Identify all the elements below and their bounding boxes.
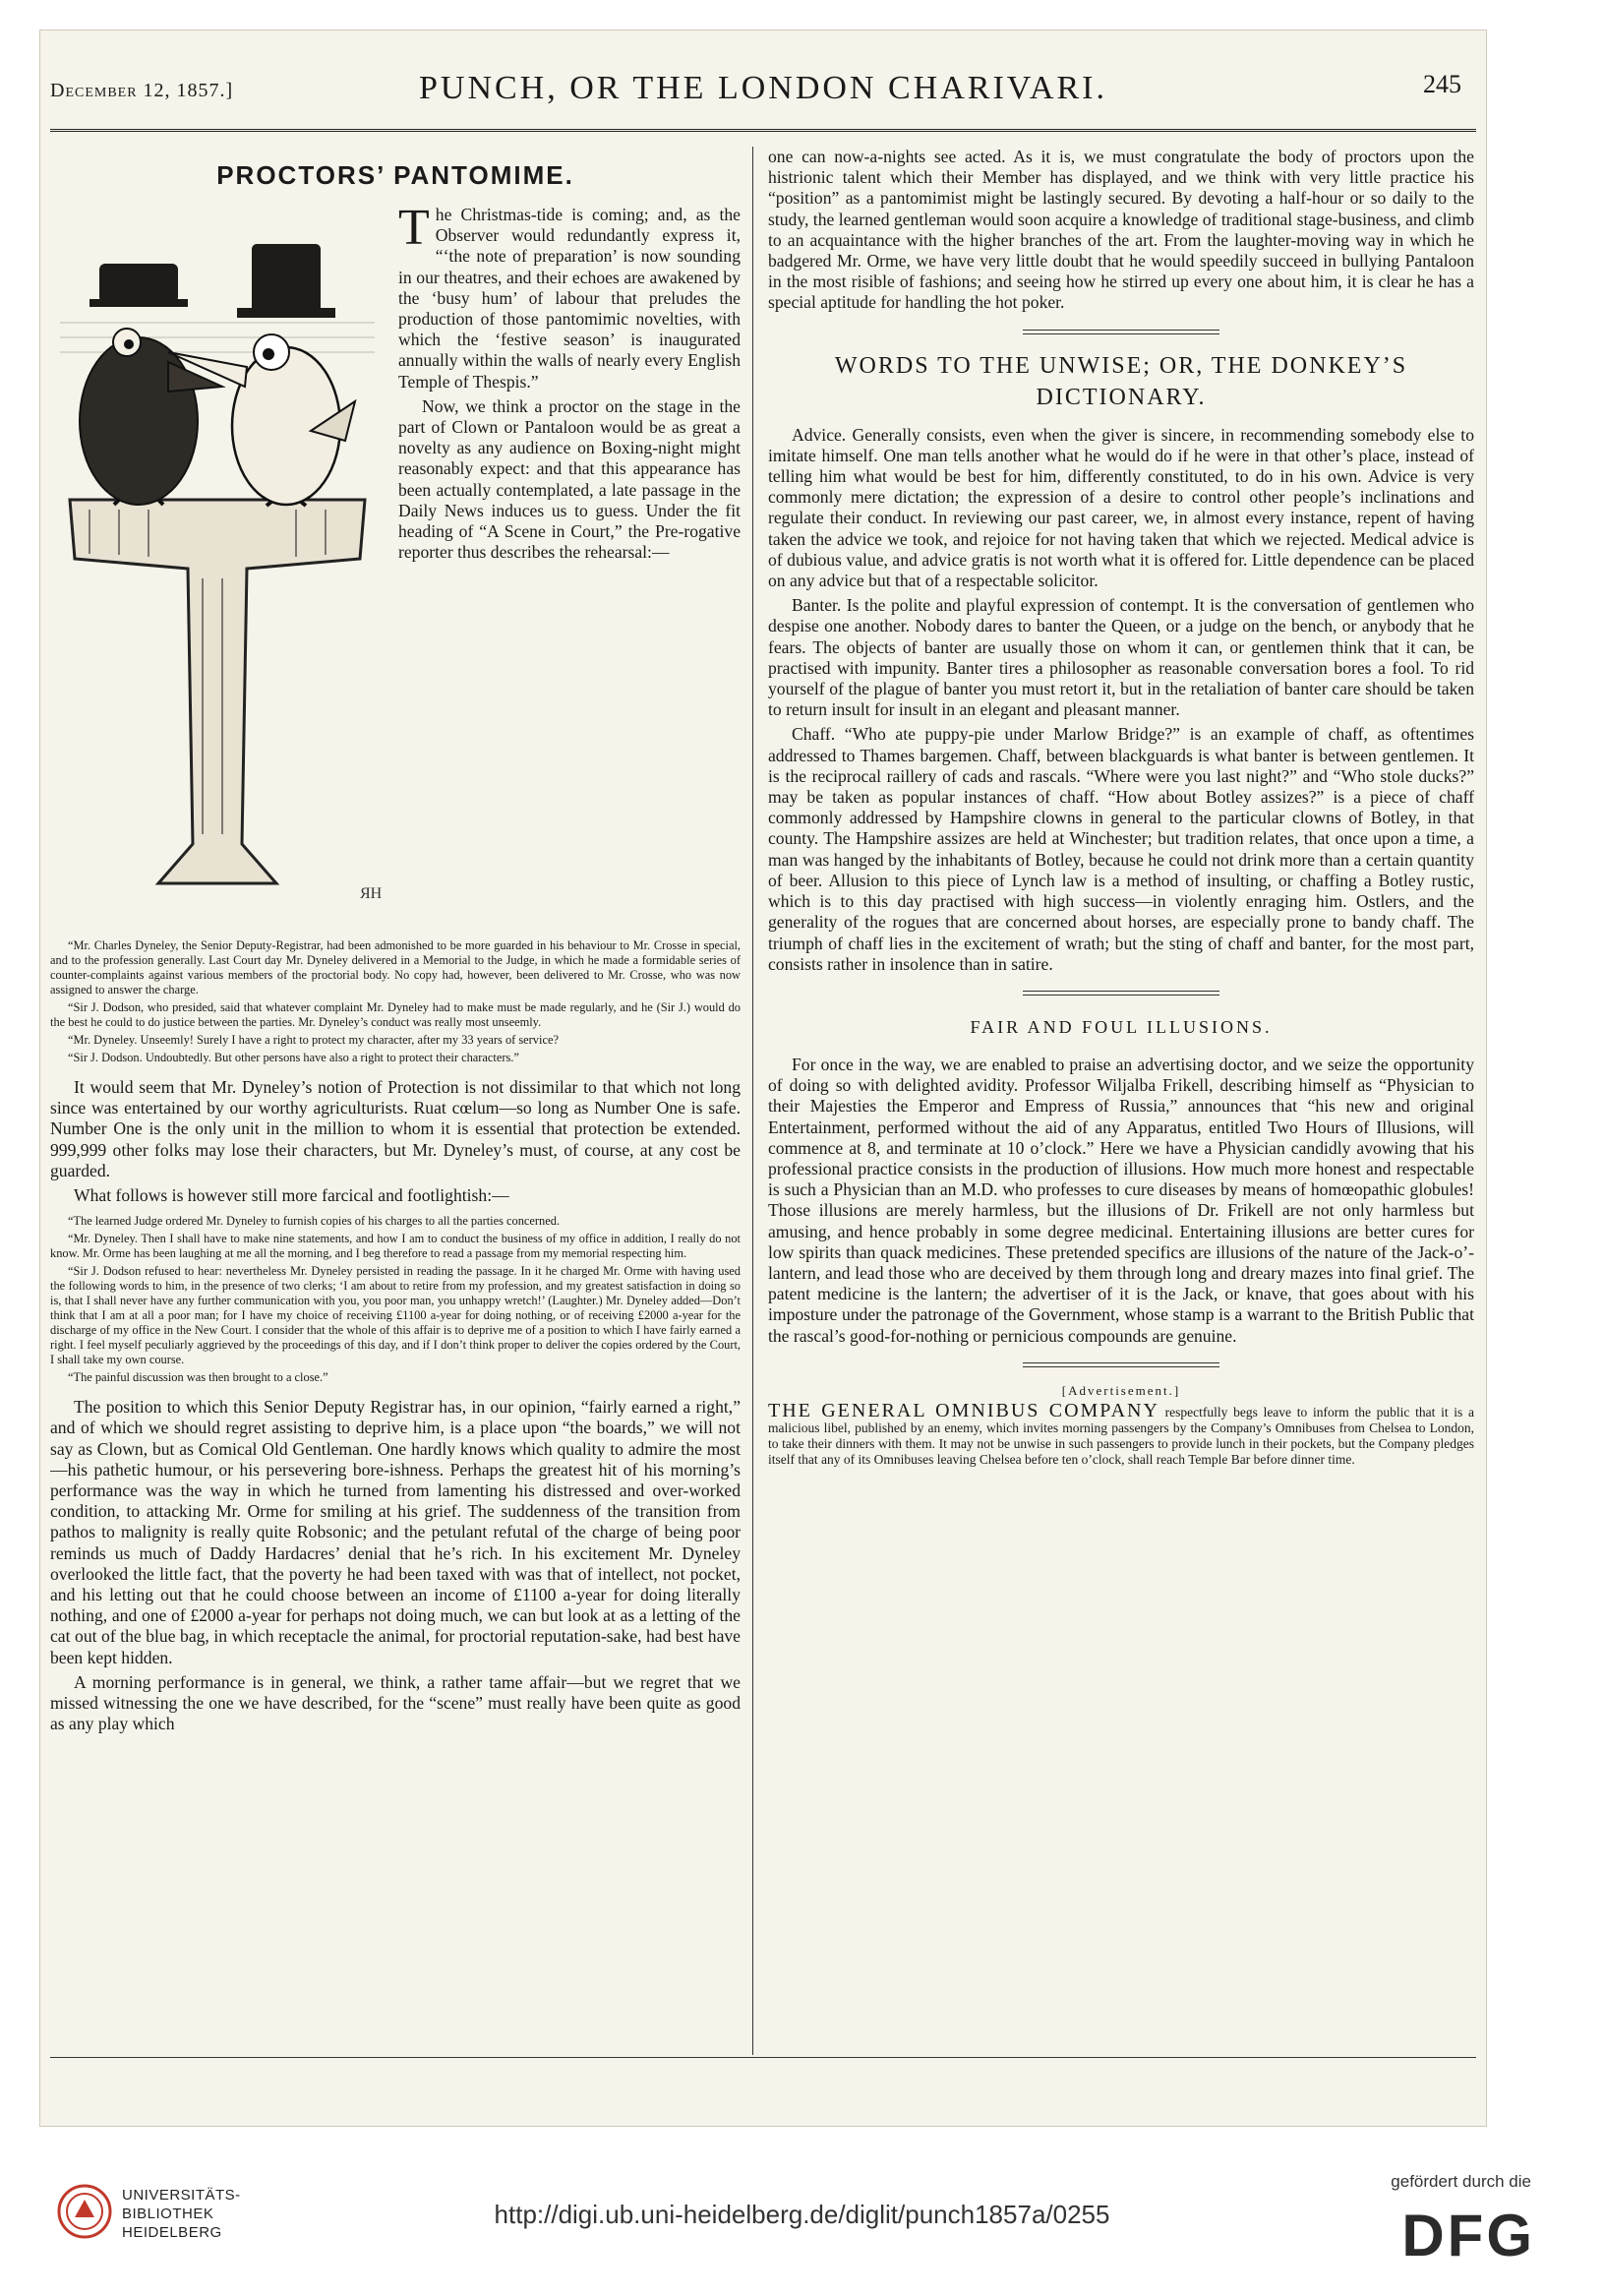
running-head bbox=[40, 30, 1486, 147]
header-rule bbox=[50, 129, 1476, 132]
svg-text:ЯH: ЯH bbox=[360, 885, 383, 902]
section-separator bbox=[1023, 991, 1219, 996]
permalink[interactable]: http://digi.ub.uni-heidelberg.de/diglit/punch1857a/0255 bbox=[494, 2200, 1110, 2229]
library-name-line: UNIVERSITÄTS- bbox=[122, 2187, 241, 2204]
dictionary-entry-chaff: Chaff. “Who ate puppy-pie under Marlow Bridge?” is an example of chaff, as oftentimes addressed to Thames bargemen. Chaff, between blackguards is what banter is between gentlemen. It is the reciprocal raillery of cads and rascals. “Where were you last night?” and “Who stole ducks?” may be taken as popular instances of chaff. “How about Botley assizes?” is a piece of chaff commonly addressed by Hampshire clowns in general to the particular clowns of Botley, in that county. The Hampshire assizes are held at Winchester; but tradition relates, that once upon a time, a man was hanged by the inhabitants of Botley, because he could not drink more than a certain quantity of beer. Allusion to this piece of Lynch law is a method of insulting, or chaffing a Botley rustic, which is to this day practised with high success—in violently enraging him. Ostlers, and the generality of the rogues that are concerned about horses, are especially prone to bandy chaff. The triumph of chaff lies in the excitement of wrath; but the sting of chaff and banter, for the most part, consists rather in insolence than in satire. bbox=[768, 724, 1474, 974]
section-title-illusions: FAIR AND FOUL ILLUSIONS. bbox=[970, 1016, 1273, 1037]
left-column bbox=[50, 147, 741, 2055]
dropcap-letter: T bbox=[398, 200, 430, 256]
advertisement-text: respectfully begs leave to inform the public that it is a malicious libel, published by an enemy, which invites morning passengers by the Company’s Omnibuses from Chelsea to London, to take their dinners with them. It may not be unwise in such passengers to provide lunch in their pockets, but the Company pledges itself that any of its Omnibuses leaving Chelsea before ten o’clock, shall reach Temple Bar before dinner time. bbox=[768, 1404, 1474, 1467]
quote-paragraph: “The learned Judge ordered Mr. Dyneley to furnish copies of his charges to all the parties concerned. bbox=[68, 1214, 561, 1229]
quote-paragraph: “Sir J. Dodson refused to hear: nevertheless Mr. Dyneley persisted in reading the passage. In it he charged Mr. Orme with having used the following words to him, in the presence of two clerks; ‘I am about to retire from my profession, and my greatest satisfaction in doing so is, that I shall never have any further communication with you, you poor man, you unhappy wretch!’ (Laughter.) Mr. Dyneley added—Don’t think that I am at all a poor man; for I have my choice of receiving £1100 a-year for doing nothing, or of receiving £2000 a-year for the discharge of my office in the New Court. I consider that the whole of this affair is to deprive me of a position to which I have fairly earned a right. I feel myself peculiarly aggrieved by the proceedings of this day, and if I don’t think proper to deliver the copies ordered by the Court, I shall take my own course. bbox=[50, 1264, 741, 1367]
birds-on-perch-illustration bbox=[50, 205, 385, 933]
section-separator bbox=[1023, 330, 1219, 334]
dictionary-entry-banter: Banter. Is the polite and playful expression of contempt. It is the conversation of gentlemen who despise one another. Nobody dares to banter the Queen, or a judge on the bench, or anybody that he fears. The objects of banter are usually those on whom it can, or gentlemen think that it can, be practised with impunity. Banter tires a philosopher as reasonable conversation bores a fool. To rid yourself of the plague of banter you must retort it, but in the retaliation of banter care should be taken to return insult for insult in an elegant and pleasant manner. bbox=[768, 595, 1474, 720]
paragraph: It would seem that Mr. Dyneley’s notion of Protection is not dissimilar to that which not long since was entertained by our worthy agriculturists. Ruat cœlum—so long as Number One is safe. Number One is the only unit in the million to whom it is essential that protection be extended. 999,999 other folks may lose their characters, but Mr. Dyneley’s must, of course, at any cost be guarded. bbox=[50, 1077, 741, 1180]
court-report-quote-2 bbox=[50, 1214, 741, 1385]
intro-text: he Christmas-tide is coming; and, as the Observer would redundantly express it, “‘the note of preparation’ is now sounding in our theatres, and their echoes are awakened by the ‘busy hum’ of labour that preludes the production of those pantomimic novelties, with which the ‘festive season’ is inaugurated annually within the walls of nearly every English Temple of Thespis.” bbox=[398, 205, 741, 392]
paragraph: The position to which this Senior Deputy Registrar has, in our opinion, “fairly earned a right,” and of which we should regret assisting to deprive him, is a place upon “the boards,” we will not say as Clown, but as Comical Old Gentleman. One hardly knows which quality to admire the most—his pathetic humour, or his persevering bore-ishness. Perhaps the greatest hit of his morning’s performance was the way in which he turned from lamenting his distressed and over-worked condition, to attacking Mr. Orme for smiling at his grief. The suddenness of the transition from pathos to malignity is really quite Robsonic; and the petulant refutal of the charge of being poor reminds us much of Daddy Hardacres’ denial that he’s rich. In his excitement Mr. Dyneley overlooked the little fact, that the poverty he had been taxed with was that of intellect, not pocket, and his letting out that he could choose between an income of £1100 a-year for doing literally nothing, and one of £2000 a-year for perhaps not doing much, we can but look at as a letting of the cat out of the blue bag, in which receptacle the animal, for proctorial reputation-sake, had best have been kept hidden. bbox=[50, 1397, 741, 1667]
quote-paragraph: “Mr. Dyneley. Unseemly! Surely I have a right to protect my character, after my 33 years of service? bbox=[68, 1033, 559, 1047]
digitization-footer bbox=[0, 2145, 1604, 2296]
quote-paragraph: “The painful discussion was then brought to a close.” bbox=[68, 1370, 328, 1385]
court-report-quote bbox=[50, 938, 741, 1065]
column-divider bbox=[752, 147, 753, 2055]
issue-date: December 12, 1857.] bbox=[50, 80, 234, 101]
quote-paragraph: “Mr. Charles Dyneley, the Senior Deputy-Registrar, had been admonished to be more guarded in his behaviour to Mr. Crosse in special, and to the profession generally. Last Court day Mr. Dyneley delivered in a Memorial to the Judge, in which he made a formidable series of counter-complaints against various members of the proctorial body. No copy had, however, been delivered to Mr. Crosse, who was now assigned to answer the charge. bbox=[50, 938, 741, 997]
advertisement bbox=[768, 1399, 1474, 1468]
section-separator bbox=[1023, 1362, 1219, 1367]
funded-by-label: gefördert durch die bbox=[1391, 2172, 1531, 2191]
quote-paragraph: “Sir J. Dodson, who presided, said that whatever complaint Mr. Dyneley had to make must be made regularly, and he (Sir J.) would do the best he could to do justice between the parties. Mr. Dyneley’s conduct was really most unseemly. bbox=[50, 1000, 741, 1029]
publication-title: PUNCH, OR THE LONDON CHARIVARI. bbox=[418, 70, 1107, 106]
continuation-paragraph: one can now-a-nights see acted. As it is, we must congratulate the body of proctors upon the histrionic talent which their Member has displayed, and we think with very little practice his “position” as a pantomimist might be lastingly secured. By devoting a half-hour or so daily to the study, the learned gentleman would soon acquire a knowledge of traditional stage-business, and climb to an acquaintance with the higher branches of the art. From the laughter-moving way in which he badgered Mr. Orme, we have very little doubt that he would speedily succeed in bullying Pantaloon in the most risible of fashions; and seeing how he stirred up every one about him, it is clear he has a special aptitude for handling the hot poker. bbox=[768, 147, 1474, 313]
newspaper-page bbox=[39, 30, 1487, 2127]
bottom-rule bbox=[50, 2057, 1476, 2058]
paragraph: Now, we think a proctor on the stage in the part of Clown or Pantaloon would be as great a novelty as any audience on Boxing-night might reasonably expect: and that this appearance has been actually contemplated, a late passage in the Daily News induces us to guess. Under the fit heading of “A Scene in Court,” the Pre-rogative reporter thus describes the rehearsal:— bbox=[398, 395, 741, 563]
dictionary-entry-advice: Advice. Generally consists, even when the giver is sincere, in recommending somebody else to imitate himself. One man tells another what he would do if he were in that other’s place, instead of telling him what would be best for him, differently constituted, to do in his own. Advice is very commonly mere dictation; the expression of a desire to control other people’s inclinations and regulate their conduct. In reviewing our past career, we, in almost every instance, repent of having taken the advice we took, and rejoice for not having taken that which we rejected. Medical advice is of dubious value, and advice gratis is not worth what it is offered for. Little dependence can be placed on any advice but that of a respectable solicitor. bbox=[768, 424, 1474, 591]
paragraph: What follows is however still more farcical and footlightish:— bbox=[74, 1185, 509, 1206]
illusions-paragraph: For once in the way, we are enabled to praise an advertising doctor, and we seize the opportunity of doing so with delighted avidity. Professor Wiljalba Frikell, describing himself as “Physician to their Majesties the Emperor and Empress of Russia,” announces that “his new and original Entertainment, performed without the aid of any Apparatus, entitled Two Hours of Illusions, will commence at 8, and terminate at 10 o’clock.” Here we have a Physician candidly avowing that his professional practice consists in the production of illusions. How much more honest and respectable is such a Physician than an M.D. who professes to cure diseases by means of homœopathic globules! Those illusions are merely harmless, but the illusions of Dr. Frikell are not only harmless but amusing, and hence probably in some degree medicinal. Entertaining illusions are better cures for low spirits than quack medicines. These pretended specifics are illusions of the nature of the Jack-o’-lantern, and lead those who are deceived by them through long and dreary mazes into final grief. The patent medicine is the lantern; the advertiser of it is the Jack, or knave, that goes about with his imposture under the patronage of the Government, whose stamp is a warrant to the British Public that the rascal’s good-for-nothing or pernicious compounds are genuine. bbox=[768, 1054, 1474, 1346]
library-name-line: BIBLIOTHEK bbox=[122, 2205, 214, 2222]
quote-paragraph: “Mr. Dyneley. Then I shall have to make nine statements, and how I am to conduct the business of my office in addition, I really do not know. Mr. Orme has been laughing at me all the morning, and I beg therefore to read a passage from my memorial respecting him. bbox=[50, 1232, 741, 1261]
paragraph: A morning performance is in general, we think, a rather tame affair—but we regret that we missed witnessing the one we have described, for the “scene” must really have been quite as good as any play which bbox=[50, 1671, 741, 1734]
page-number: 245 bbox=[1423, 70, 1461, 98]
library-name-line: HEIDELBERG bbox=[122, 2224, 222, 2241]
article-title: PROCTORS’ PANTOMIME. bbox=[216, 160, 574, 190]
quote-paragraph: “Sir J. Dodson. Undoubtedly. But other persons have also a right to protect their characters.” bbox=[68, 1051, 519, 1064]
advertisement-lead: THE GENERAL OMNIBUS COMPANY bbox=[768, 1399, 1159, 1421]
advertisement-label: [Advertisement.] bbox=[1061, 1382, 1181, 1398]
dfg-logo: DFG bbox=[1401, 2203, 1535, 2268]
pantomime-illustration bbox=[50, 205, 385, 933]
section-title-dictionary: WORDS TO THE UNWISE; OR, THE DONKEY’S DICTIONARY. bbox=[834, 352, 1408, 410]
right-column bbox=[768, 147, 1474, 2055]
